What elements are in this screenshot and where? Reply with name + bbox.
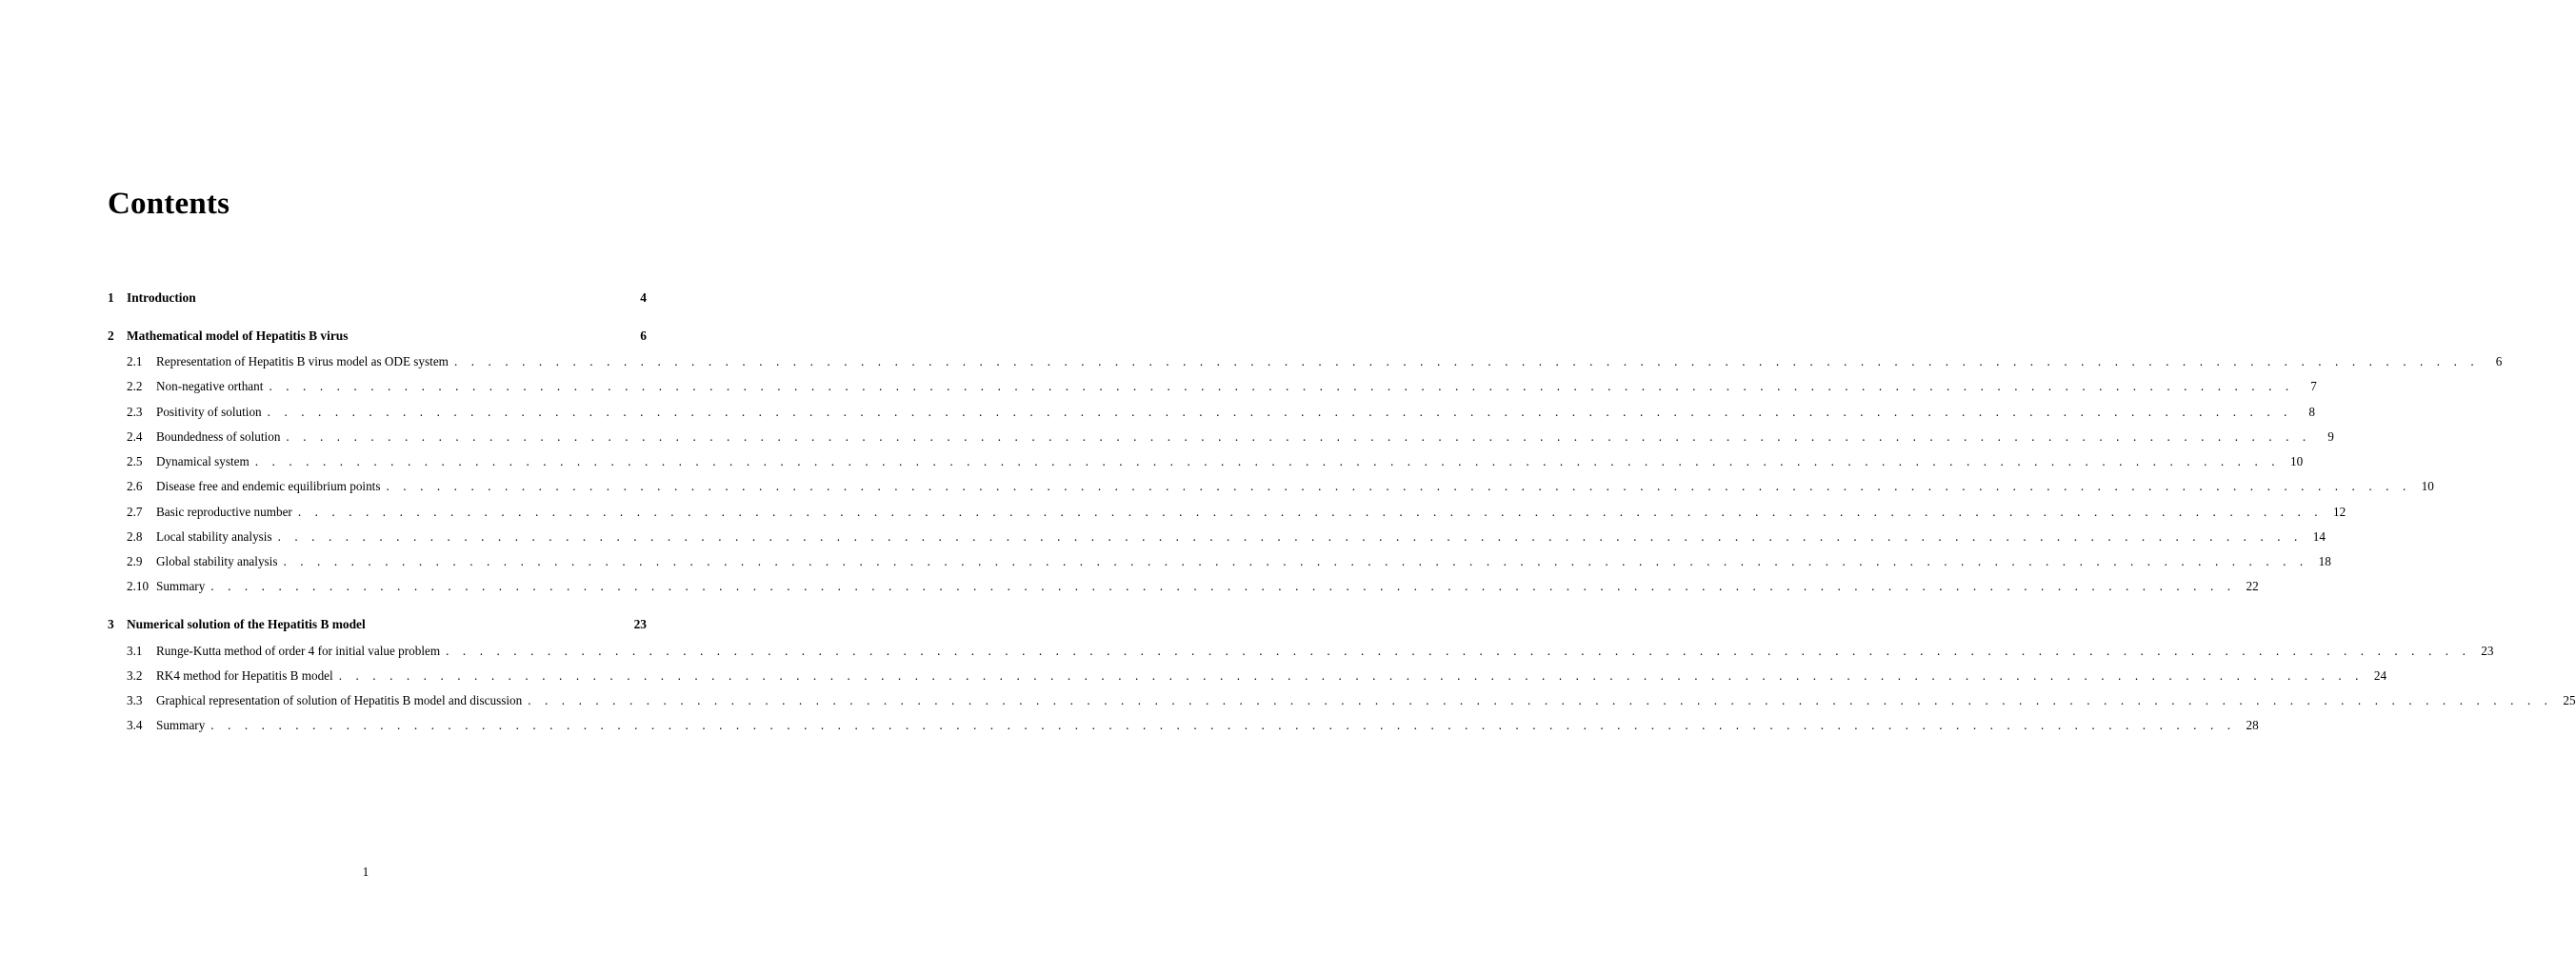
toc-entry-title: Boundedness of solution [156,429,281,444]
toc-chapter-row [108,328,647,349]
toc-dot-leader: . . . . . . . . . . . . . . . . . . . . . . . . . . . . . . . . . . . . . . . . . . . . . . . . . . . . . . . . . . . . . . . . . . . . . . . . . . . . . . . . . . . . . . . . . . . . . . . . . . . . . . . . . . . . . . . . . . . . . . . . [528,693,2553,707]
toc-entry-number: 2.8 [127,529,143,544]
toc-section-row [108,718,2259,739]
toc-entry-number: 1 [108,290,114,305]
toc-dot-leader: . . . . . . . . . . . . . . . . . . . . . . . . . . . . . . . . . . . . . . . . . . . . . . . . . . . . . . . . . . . . . . . . . . . . . . . . . . . . . . . . . . . . . . . . . . . . . . . . . . . . . . . . . . . . . . . . . . . . . . . . [210,579,2236,593]
toc-entry-page: 10 [2289,454,2304,468]
toc-entry-number: 3.4 [127,718,143,732]
toc-entry-title: Non-negative orthant [156,379,264,393]
toc-entry-page: 10 [2421,479,2434,493]
toc-dot-leader: . . . . . . . . . . . . . . . . . . . . . . . . . . . . . . . . . . . . . . . . . . . . . . . . . . . . . . . . . . . . . . . . . . . . . . . . . . . . . . . . . . . . . . . . . . . . . . . . . . . . . . . . . . . . . . . . . . . . . . . . [267,405,2293,419]
toc-entry-title: Local stability analysis [156,529,272,544]
toc-dot-leader: . . . . . . . . . . . . . . . . . . . . . . . . . . . . . . . . . . . . . . . . . . . . . . . . . . . . . . . . . . . . . . . . . . . . . . . . . . . . . . . . . . . . . . . . . . . . . . . . . . . . . . . . . . . . . . . . . . . . . . . . [338,668,2365,683]
toc-section-row [108,693,2576,714]
toc-dot-leader: . . . . . . . . . . . . . . . . . . . . . . . . . . . . . . . . . . . . . . . . . . . . . . . . . . . . . . . . . . . . . . . . . . . . . . . . . . . . . . . . . . . . . . . . . . . . . . . . . . . . . . . . . . . . . . . . . . . . . . . . [277,529,2303,544]
toc-dot-leader: . . . . . . . . . . . . . . . . . . . . . . . . . . . . . . . . . . . . . . . . . . . . . . . . . . . . . . . . . . . . . . . . . . . . . . . . . . . . . . . . . . . . . . . . . . . . . . . . . . . . . . . . . . . . . . . . . . . . . . . . [269,379,2294,393]
toc-entry-title: Introduction [127,290,196,305]
toc-entry-title: Positivity of solution [156,405,262,419]
toc-section-row [108,579,2259,600]
toc-entry-number: 2.10 [127,579,150,593]
toc-entry-page: 23 [2481,644,2494,658]
toc-entry-page: 6 [640,328,647,343]
toc-entry-title: Global stability analysis [156,554,278,568]
toc-entry-title: Graphical representation of solution of Hepatitis B model and discussion [156,693,523,707]
toc-entry-number: 2.2 [127,379,143,393]
toc-section-row [108,405,2316,426]
toc-section-row [108,429,2334,450]
toc-entry-title: Mathematical model of Hepatitis B virus [127,328,349,343]
toc-entry-number: 2 [108,328,114,343]
toc-dot-leader: . . . . . . . . . . . . . . . . . . . . . . . . . . . . . . . . . . . . . . . . . . . . . . . . . . . . . . . . . . . . . . . . . . . . . . . . . . . . . . . . . . . . . . . . . . . . . . . . . . . . . . . . . . . . . . . . . . . . . . . . [283,554,2308,568]
toc-entry-page: 9 [2327,429,2334,444]
toc-entry-page: 22 [2246,579,2259,593]
toc-entry-number: 2.3 [127,405,143,419]
toc-entry-page: 24 [2373,668,2387,683]
toc-section-row [108,354,2503,375]
toc-dot-leader: . . . . . . . . . . . . . . . . . . . . . . . . . . . . . . . . . . . . . . . . . . . . . . . . . . . . . . . . . . . . . . . . . . . . . . . . . . . . . . . . . . . . . . . . . . . . . . . . . . . . . . . . . . . . . . . . . . . . . . . . [297,505,2324,519]
toc-entry-title: Runge-Kutta method of order 4 for initial value problem [156,644,441,658]
toc-dot-leader: . . . . . . . . . . . . . . . . . . . . . . . . . . . . . . . . . . . . . . . . . . . . . . . . . . . . . . . . . . . . . . . . . . . . . . . . . . . . . . . . . . . . . . . . . . . . . . . . . . . . . . . . . . . . . . . . . . . . . . . . [254,454,2281,468]
toc-section-row [108,454,2304,475]
toc-section-row [108,554,2331,575]
toc-section-row [108,668,2387,689]
toc-section-row [108,479,2434,500]
toc-dot-leader: . . . . . . . . . . . . . . . . . . . . . . . . . . . . . . . . . . . . . . . . . . . . . . . . . . . . . . . . . . . . . . . . . . . . . . . . . . . . . . . . . . . . . . . . . . . . . . . . . . . . . . . . . . . . . . . . . . . . . . . . [210,718,2236,732]
toc-dot-leader: . . . . . . . . . . . . . . . . . . . . . . . . . . . . . . . . . . . . . . . . . . . . . . . . . . . . . . . . . . . . . . . . . . . . . . . . . . . . . . . . . . . . . . . . . . . . . . . . . . . . . . . . . . . . . . . . . . . . . . . . [286,429,2311,444]
toc-entry-page: 8 [2308,405,2316,419]
toc-chapter-row [108,290,647,311]
toc-dot-leader: . . . . . . . . . . . . . . . . . . . . . . . . . . . . . . . . . . . . . . . . . . . . . . . . . . . . . . . . . . . . . . . . . . . . . . . . . . . . . . . . . . . . . . . . . . . . . . . . . . . . . . . . . . . . . . . . . . . . . . . . [386,479,2411,493]
toc-entry-page: 28 [2246,718,2259,732]
toc-entry-page: 18 [2318,554,2331,568]
toc-entry-page: 7 [2310,379,2317,393]
toc-chapter-row [108,617,647,638]
toc-entry-page: 23 [633,617,647,631]
toc-entry-page: 12 [2333,505,2346,519]
page-title: Contents [108,187,230,221]
toc-entry-title: Dynamical system [156,454,250,468]
toc-entry-number: 2.4 [127,429,143,444]
toc-entry-number: 3.1 [127,644,143,658]
toc-entry-number: 3.2 [127,668,143,683]
toc-entry-title: Representation of Hepatitis B virus model as ODE system [156,354,449,368]
toc-section-row [108,644,2494,665]
toc-section-row [108,379,2317,400]
toc-entry-number: 2.6 [127,479,143,493]
toc-entry-title: Disease free and endemic equilibrium points [156,479,381,493]
toc-entry-page: 14 [2312,529,2326,544]
toc-entry-number: 2.5 [127,454,143,468]
toc-entry-page: 25 [2563,693,2576,707]
toc-entry-page: 6 [2495,354,2503,368]
toc-entry-title: Numerical solution of the Hepatitis B model [127,617,366,631]
toc-section-row [108,505,2346,526]
toc-entry-title: Basic reproductive number [156,505,292,519]
page-number: 1 [362,865,369,879]
toc-entry-number: 3.3 [127,693,143,707]
toc-entry-title: RK4 method for Hepatitis B model [156,668,333,683]
toc-section-row [108,529,2326,550]
toc-entry-number: 2.7 [127,505,143,519]
toc-entry-title: Summary [156,718,206,732]
toc-entry-page: 4 [640,290,647,305]
toc-entry-number: 2.9 [127,554,143,568]
toc-dot-leader: . . . . . . . . . . . . . . . . . . . . . . . . . . . . . . . . . . . . . . . . . . . . . . . . . . . . . . . . . . . . . . . . . . . . . . . . . . . . . . . . . . . . . . . . . . . . . . . . . . . . . . . . . . . . . . . . . . . . . . . . [453,354,2480,368]
toc-entry-title: Summary [156,579,206,593]
toc-dot-leader: . . . . . . . . . . . . . . . . . . . . . . . . . . . . . . . . . . . . . . . . . . . . . . . . . . . . . . . . . . . . . . . . . . . . . . . . . . . . . . . . . . . . . . . . . . . . . . . . . . . . . . . . . . . . . . . . . . . . . . . . [446,644,2471,658]
toc-entry-number: 2.1 [127,354,143,368]
toc-entry-number: 3 [108,617,114,631]
